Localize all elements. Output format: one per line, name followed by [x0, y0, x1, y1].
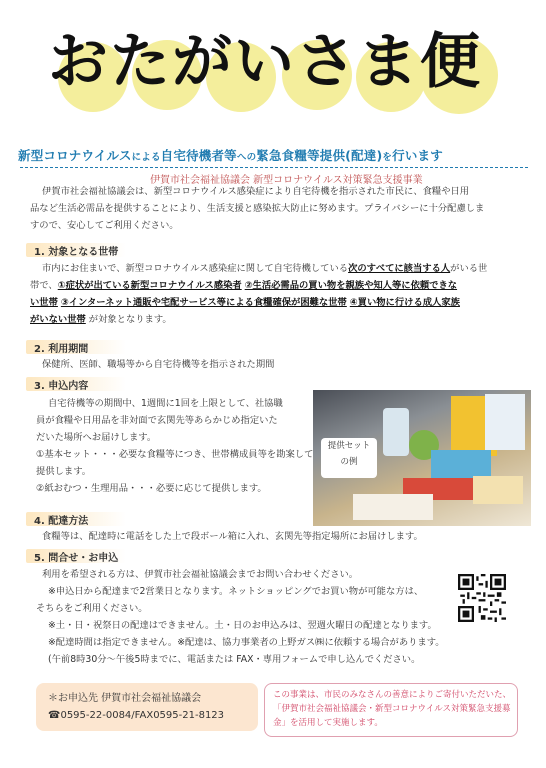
s5-line: ※配達時間は指定できません。※配達は、協力事業者の上野ガス㈱に依頼する場合があります。 [48, 637, 445, 648]
s1-line [30, 311, 487, 328]
headline [18, 146, 528, 164]
subhead: 伊賀市社会福祉協議会 新型コロナウイルス対策緊急支援事業 [150, 175, 423, 186]
s1-line [30, 277, 487, 294]
section-1-body [30, 260, 488, 328]
s5-line: ※土・日・祝祭日の配達はできません。土・日のお申込みは、翌週火曜日の配達となります。 [48, 620, 437, 631]
text: が対象となります。 [88, 314, 172, 325]
emphasis: ③インターネット通販や宅配サービス等による食糧確保が困難な世帯 [60, 297, 347, 308]
s3-line: 員が食糧や日用品を非対面で玄関先等あらかじめ指定いた [36, 415, 278, 426]
headline-part: 行います [392, 148, 443, 163]
photo-item [383, 408, 409, 456]
headline-part: への [236, 152, 257, 163]
s5-line: 利用を希望される方は、伊賀市社会福祉協議会までお問い合わせください。 [42, 569, 359, 580]
section-3-body [36, 395, 314, 497]
intro-paragraph [30, 183, 485, 234]
headline-divider [20, 167, 528, 168]
photo-caption-line: 提供セット [327, 441, 371, 451]
emphasis: ①症状が出ている新型コロナウイルス感染者 [57, 280, 242, 291]
emphasis: ④買い物に行ける成人家族 [349, 297, 460, 308]
contact-label: ＊お申込先 伊賀市社会福祉協議会 [48, 693, 202, 704]
s5-line: (午前8時30分〜午後5時までに、電話または FAX・専用フォームで申し込んでください。 [48, 654, 421, 665]
text: 帯で、 [30, 280, 58, 291]
photo-item [473, 476, 523, 504]
s5-line: ※申込日から配達まで2営業日となります。ネットショッピングでお買い物が可能な方は、 [48, 586, 424, 597]
headline-part: 新型コロナウイルス [18, 148, 132, 163]
contact-phone-fax[interactable]: ☎0595-22-0084/FAX0595-21-8123 [48, 710, 225, 721]
intro-line: 品など生活必需品を提供することにより、生活支援と感染拡大防止に努めます。プライバシーに十分配慮しま [30, 203, 485, 214]
s5-line: そちらをご利用ください。 [36, 603, 148, 614]
s1-line [42, 260, 487, 277]
emphasis: ②生活必需品の買い物を親族や知人等に依頼できな [244, 280, 458, 291]
s1-line [30, 294, 487, 311]
contact-box [36, 683, 258, 731]
photo-caption-line: の例 [340, 457, 358, 467]
photo-item [353, 494, 433, 520]
headline-part: を [382, 152, 393, 163]
s3-line: 提供します。 [36, 466, 92, 477]
text: がいる世 [450, 263, 488, 274]
funding-note: この事業は、市民のみなさんの善意によりご寄付いただいた、「伊賀市社会福祉協議会・新型コロナウイルス対策緊急支援募金」を活用して実施します。 [273, 690, 512, 728]
intro-line: すので、安心してご利用ください。 [30, 220, 179, 231]
s3-line: ②紙おむつ・生理用品・・・必要に応じて提供します。 [36, 483, 267, 494]
section-4-body: 食糧等は、配達時に電話をした上で段ボール箱に入れ、玄関先等指定場所にお届けします。 [42, 531, 423, 542]
headline-part: による [131, 152, 161, 163]
headline-part: 自宅待機者等 [160, 148, 237, 163]
section-2-body: 保健所、医師、職場等から自宅待機等を指示された期間 [42, 359, 275, 370]
emphasis: い世帯 [30, 297, 58, 308]
emphasis: 次のすべてに該当する人 [348, 263, 451, 274]
s3-line: だいた場所へお届けします。 [36, 432, 157, 443]
qr-code[interactable] [458, 574, 506, 622]
section-heading: 2. 利用期間 [34, 344, 89, 355]
qr-code-icon [458, 574, 506, 622]
section-5-body [36, 566, 445, 668]
section-heading: 3. 申込内容 [34, 381, 89, 392]
section-heading: 1. 対象となる世帯 [34, 247, 119, 258]
section-heading: 5. 問合せ・お申込 [34, 553, 119, 564]
s3-line: 自宅待機等の期間中、1週間に1回を上限として、社協職 [48, 398, 283, 409]
emphasis: がいない世帯 [30, 314, 86, 325]
page-title: おたがいさま便 [48, 27, 482, 97]
text: 市内にお住まいで、新型コロナウイルス感染症に関して自宅待機している [42, 263, 349, 274]
intro-line: 伊賀市社会福祉協議会は、新型コロナウイルス感染症により自宅待機を指示された市民に、食糧や日用 [42, 186, 470, 197]
title-area [0, 0, 546, 140]
section-heading: 4. 配達方法 [34, 516, 89, 527]
s3-line: ①基本セット・・・必要な食糧等につき、世帯構成員等を勘案して [36, 449, 314, 460]
funding-note-box [264, 683, 518, 737]
supply-set-photo [313, 390, 531, 526]
headline-part: 緊急食糧等提供(配達) [256, 148, 383, 163]
photo-caption [321, 438, 377, 478]
photo-item [485, 394, 525, 450]
